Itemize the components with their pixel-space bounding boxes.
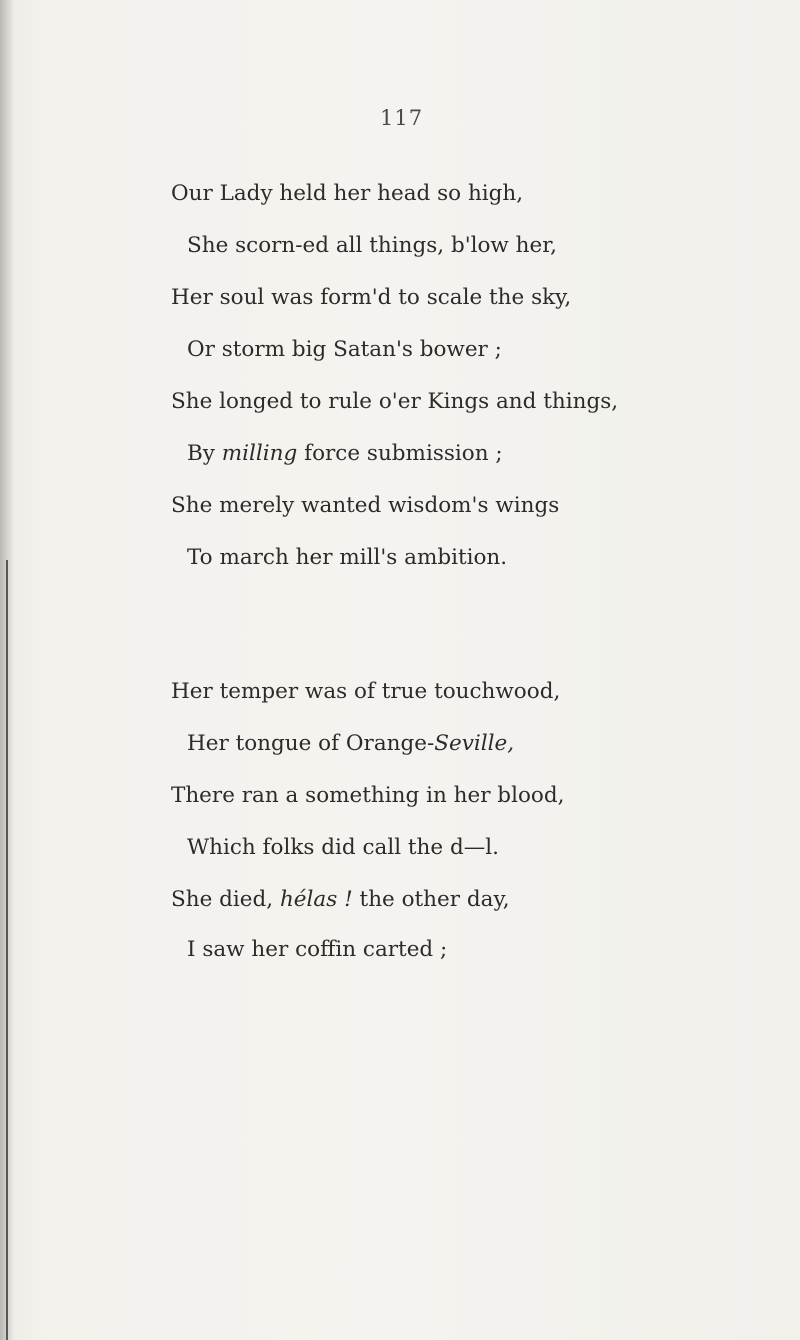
poem-line-text: By	[187, 441, 222, 466]
poem-line: To march her mill's ambition.	[187, 545, 508, 570]
poem-line-text: the other day,	[352, 887, 510, 912]
poem-line: Or storm big Satan's bower ;	[187, 337, 502, 362]
page-number: 117	[380, 106, 424, 130]
poem-line-text: She died,	[171, 887, 280, 912]
poem-line-italic: milling	[221, 441, 298, 466]
poem-line: She scorn-ed all things, b'low her,	[187, 233, 557, 258]
poem-line-text: Her tongue of Orange-	[187, 731, 435, 756]
poem-line	[171, 889, 510, 911]
poem-line: There ran a something in her blood,	[171, 783, 565, 808]
binding-edge	[6, 560, 8, 1340]
poem-line: Her soul was form'd to scale the sky,	[171, 285, 572, 310]
poem-line: Her temper was of true touchwood,	[171, 679, 561, 704]
poem-line: Our Lady held her head so high,	[171, 181, 524, 206]
poem-line-italic: Seville,	[434, 731, 515, 756]
poem-line-italic: hélas !	[279, 887, 353, 912]
poem-line: She merely wanted wisdom's wings	[171, 493, 560, 518]
poem-line	[187, 443, 503, 465]
poem-line: She longed to rule o'er Kings and things,	[171, 389, 619, 414]
poem-line: Which folks did call the d—l.	[187, 835, 499, 860]
poem-line-text: force submission ;	[297, 441, 503, 466]
poem-line	[187, 733, 514, 755]
poem-line: I saw her coffin carted ;	[187, 937, 448, 962]
